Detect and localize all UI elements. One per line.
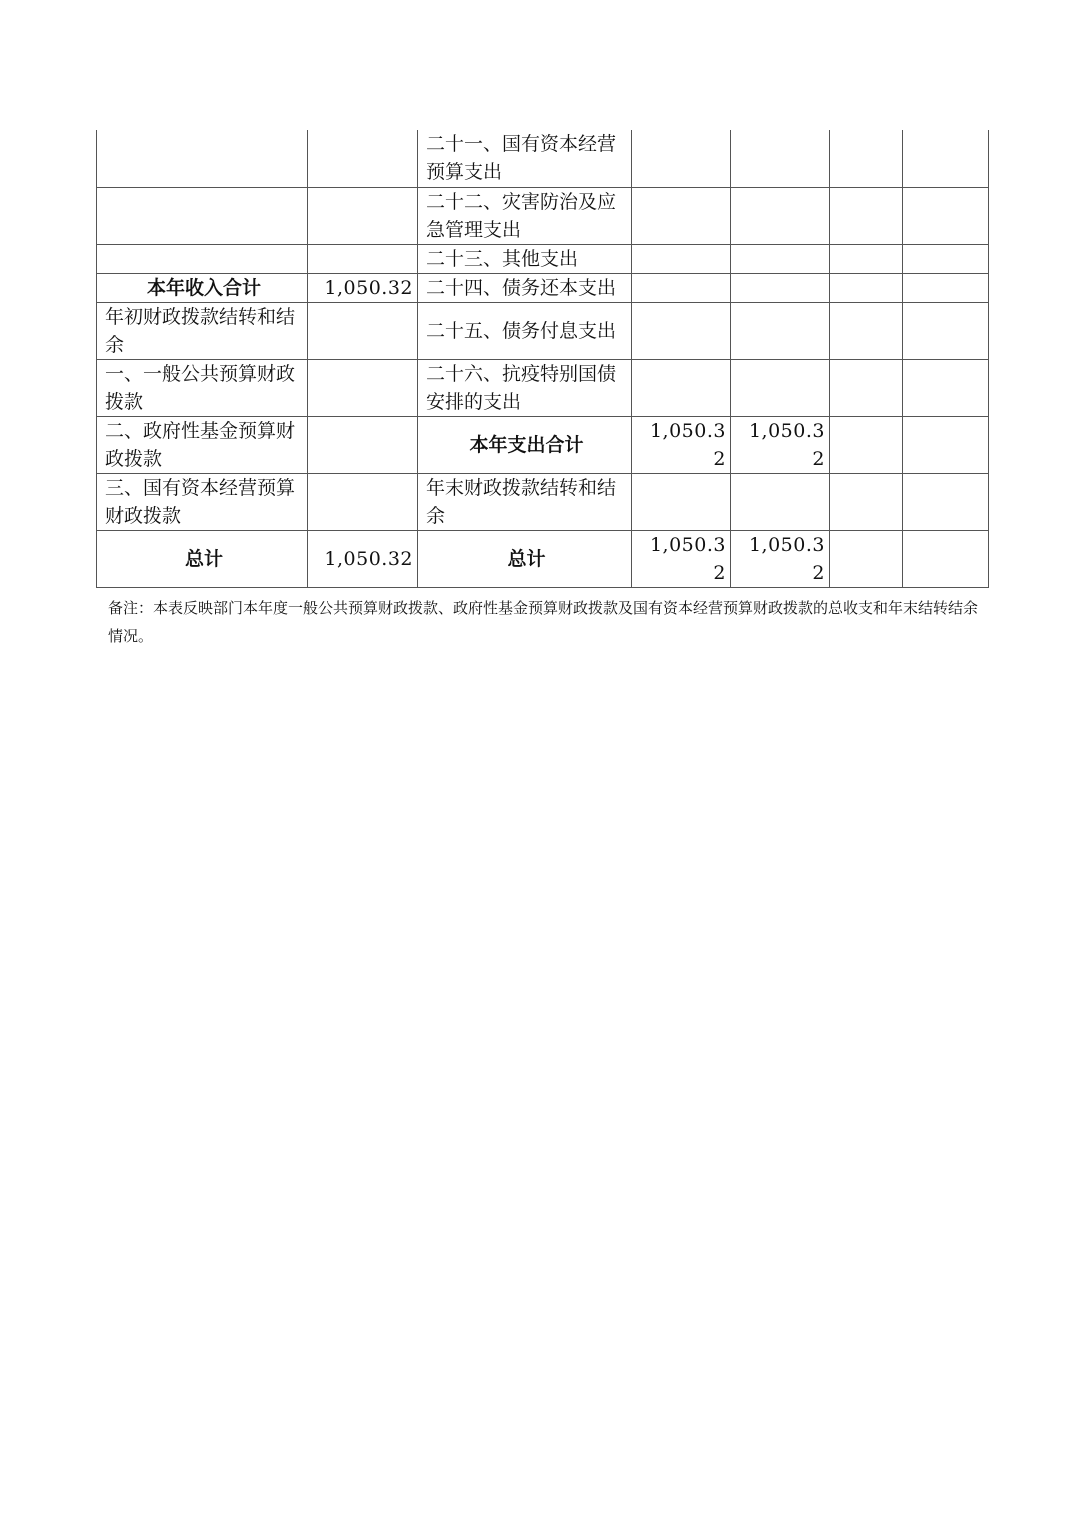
capital-budget-cell xyxy=(903,359,989,416)
expense-total-cell: 1,050.32 xyxy=(632,416,731,473)
expense-total-cell: 1,050.32 xyxy=(632,530,731,587)
income-item-cell xyxy=(97,187,308,244)
fund-budget-cell xyxy=(830,416,903,473)
fund-budget-cell xyxy=(830,530,903,587)
fund-budget-cell xyxy=(830,187,903,244)
general-budget-cell xyxy=(731,130,830,187)
table-row xyxy=(97,302,989,359)
income-amount-cell xyxy=(308,359,418,416)
general-budget-cell xyxy=(731,244,830,273)
general-budget-cell xyxy=(731,359,830,416)
table-row xyxy=(97,530,989,587)
general-budget-cell: 1,050.32 xyxy=(731,530,830,587)
grand-total-expense-label: 总计 xyxy=(418,530,632,587)
general-budget-cell xyxy=(731,187,830,244)
fund-budget-cell xyxy=(830,473,903,530)
table-footnote: 备注：本表反映部门本年度一般公共预算财政拨款、政府性基金预算财政拨款及国有资本经营预算财政拨款的总收支和年末结转结余情况。 xyxy=(108,599,979,645)
expense-total-cell xyxy=(632,130,731,187)
expense-total-cell xyxy=(632,302,731,359)
capital-budget-cell xyxy=(903,530,989,587)
expense-item-cell: 二十五、债务付息支出 xyxy=(418,302,632,359)
capital-budget-cell xyxy=(903,302,989,359)
budget-table xyxy=(96,130,989,588)
capital-budget-cell xyxy=(903,244,989,273)
income-item-cell: 三、国有资本经营预算财政拨款 xyxy=(97,473,308,530)
income-amount-cell xyxy=(308,187,418,244)
expense-total-cell xyxy=(632,359,731,416)
expense-item-cell: 二十六、抗疫特别国债安排的支出 xyxy=(418,359,632,416)
income-amount-cell xyxy=(308,302,418,359)
income-amount-cell: 1,050.32 xyxy=(308,273,418,302)
expense-item-cell: 二十二、灾害防治及应急管理支出 xyxy=(418,187,632,244)
income-item-cell xyxy=(97,244,308,273)
table-row xyxy=(97,187,989,244)
table-row xyxy=(97,359,989,416)
expense-total-cell xyxy=(632,273,731,302)
table-row xyxy=(97,244,989,273)
table-row xyxy=(97,273,989,302)
income-amount-cell xyxy=(308,416,418,473)
expense-total-cell xyxy=(632,473,731,530)
capital-budget-cell xyxy=(903,416,989,473)
capital-budget-cell xyxy=(903,187,989,244)
general-budget-cell xyxy=(731,302,830,359)
income-total-label: 本年收入合计 xyxy=(97,273,308,302)
table-row xyxy=(97,130,989,187)
income-item-cell: 一、一般公共预算财政拨款 xyxy=(97,359,308,416)
expense-total-cell xyxy=(632,187,731,244)
fund-budget-cell xyxy=(830,302,903,359)
fund-budget-cell xyxy=(830,359,903,416)
table-row xyxy=(97,416,989,473)
table-row xyxy=(97,473,989,530)
general-budget-cell: 1,050.32 xyxy=(731,416,830,473)
general-budget-cell xyxy=(731,273,830,302)
expense-total-label: 本年支出合计 xyxy=(418,416,632,473)
income-amount-cell xyxy=(308,244,418,273)
income-item-cell: 二、政府性基金预算财政拨款 xyxy=(97,416,308,473)
capital-budget-cell xyxy=(903,130,989,187)
expense-item-cell: 二十四、债务还本支出 xyxy=(418,273,632,302)
fund-budget-cell xyxy=(830,244,903,273)
expense-total-cell xyxy=(632,244,731,273)
income-item-cell: 年初财政拨款结转和结余 xyxy=(97,302,308,359)
income-item-cell xyxy=(97,130,308,187)
capital-budget-cell xyxy=(903,273,989,302)
income-amount-cell xyxy=(308,130,418,187)
income-amount-cell xyxy=(308,473,418,530)
income-amount-cell: 1,050.32 xyxy=(308,530,418,587)
expense-item-cell: 二十一、国有资本经营预算支出 xyxy=(418,130,632,187)
expense-item-cell: 二十三、其他支出 xyxy=(418,244,632,273)
expense-item-cell: 年末财政拨款结转和结余 xyxy=(418,473,632,530)
fund-budget-cell xyxy=(830,130,903,187)
general-budget-cell xyxy=(731,473,830,530)
grand-total-income-label: 总计 xyxy=(97,530,308,587)
fund-budget-cell xyxy=(830,273,903,302)
capital-budget-cell xyxy=(903,473,989,530)
